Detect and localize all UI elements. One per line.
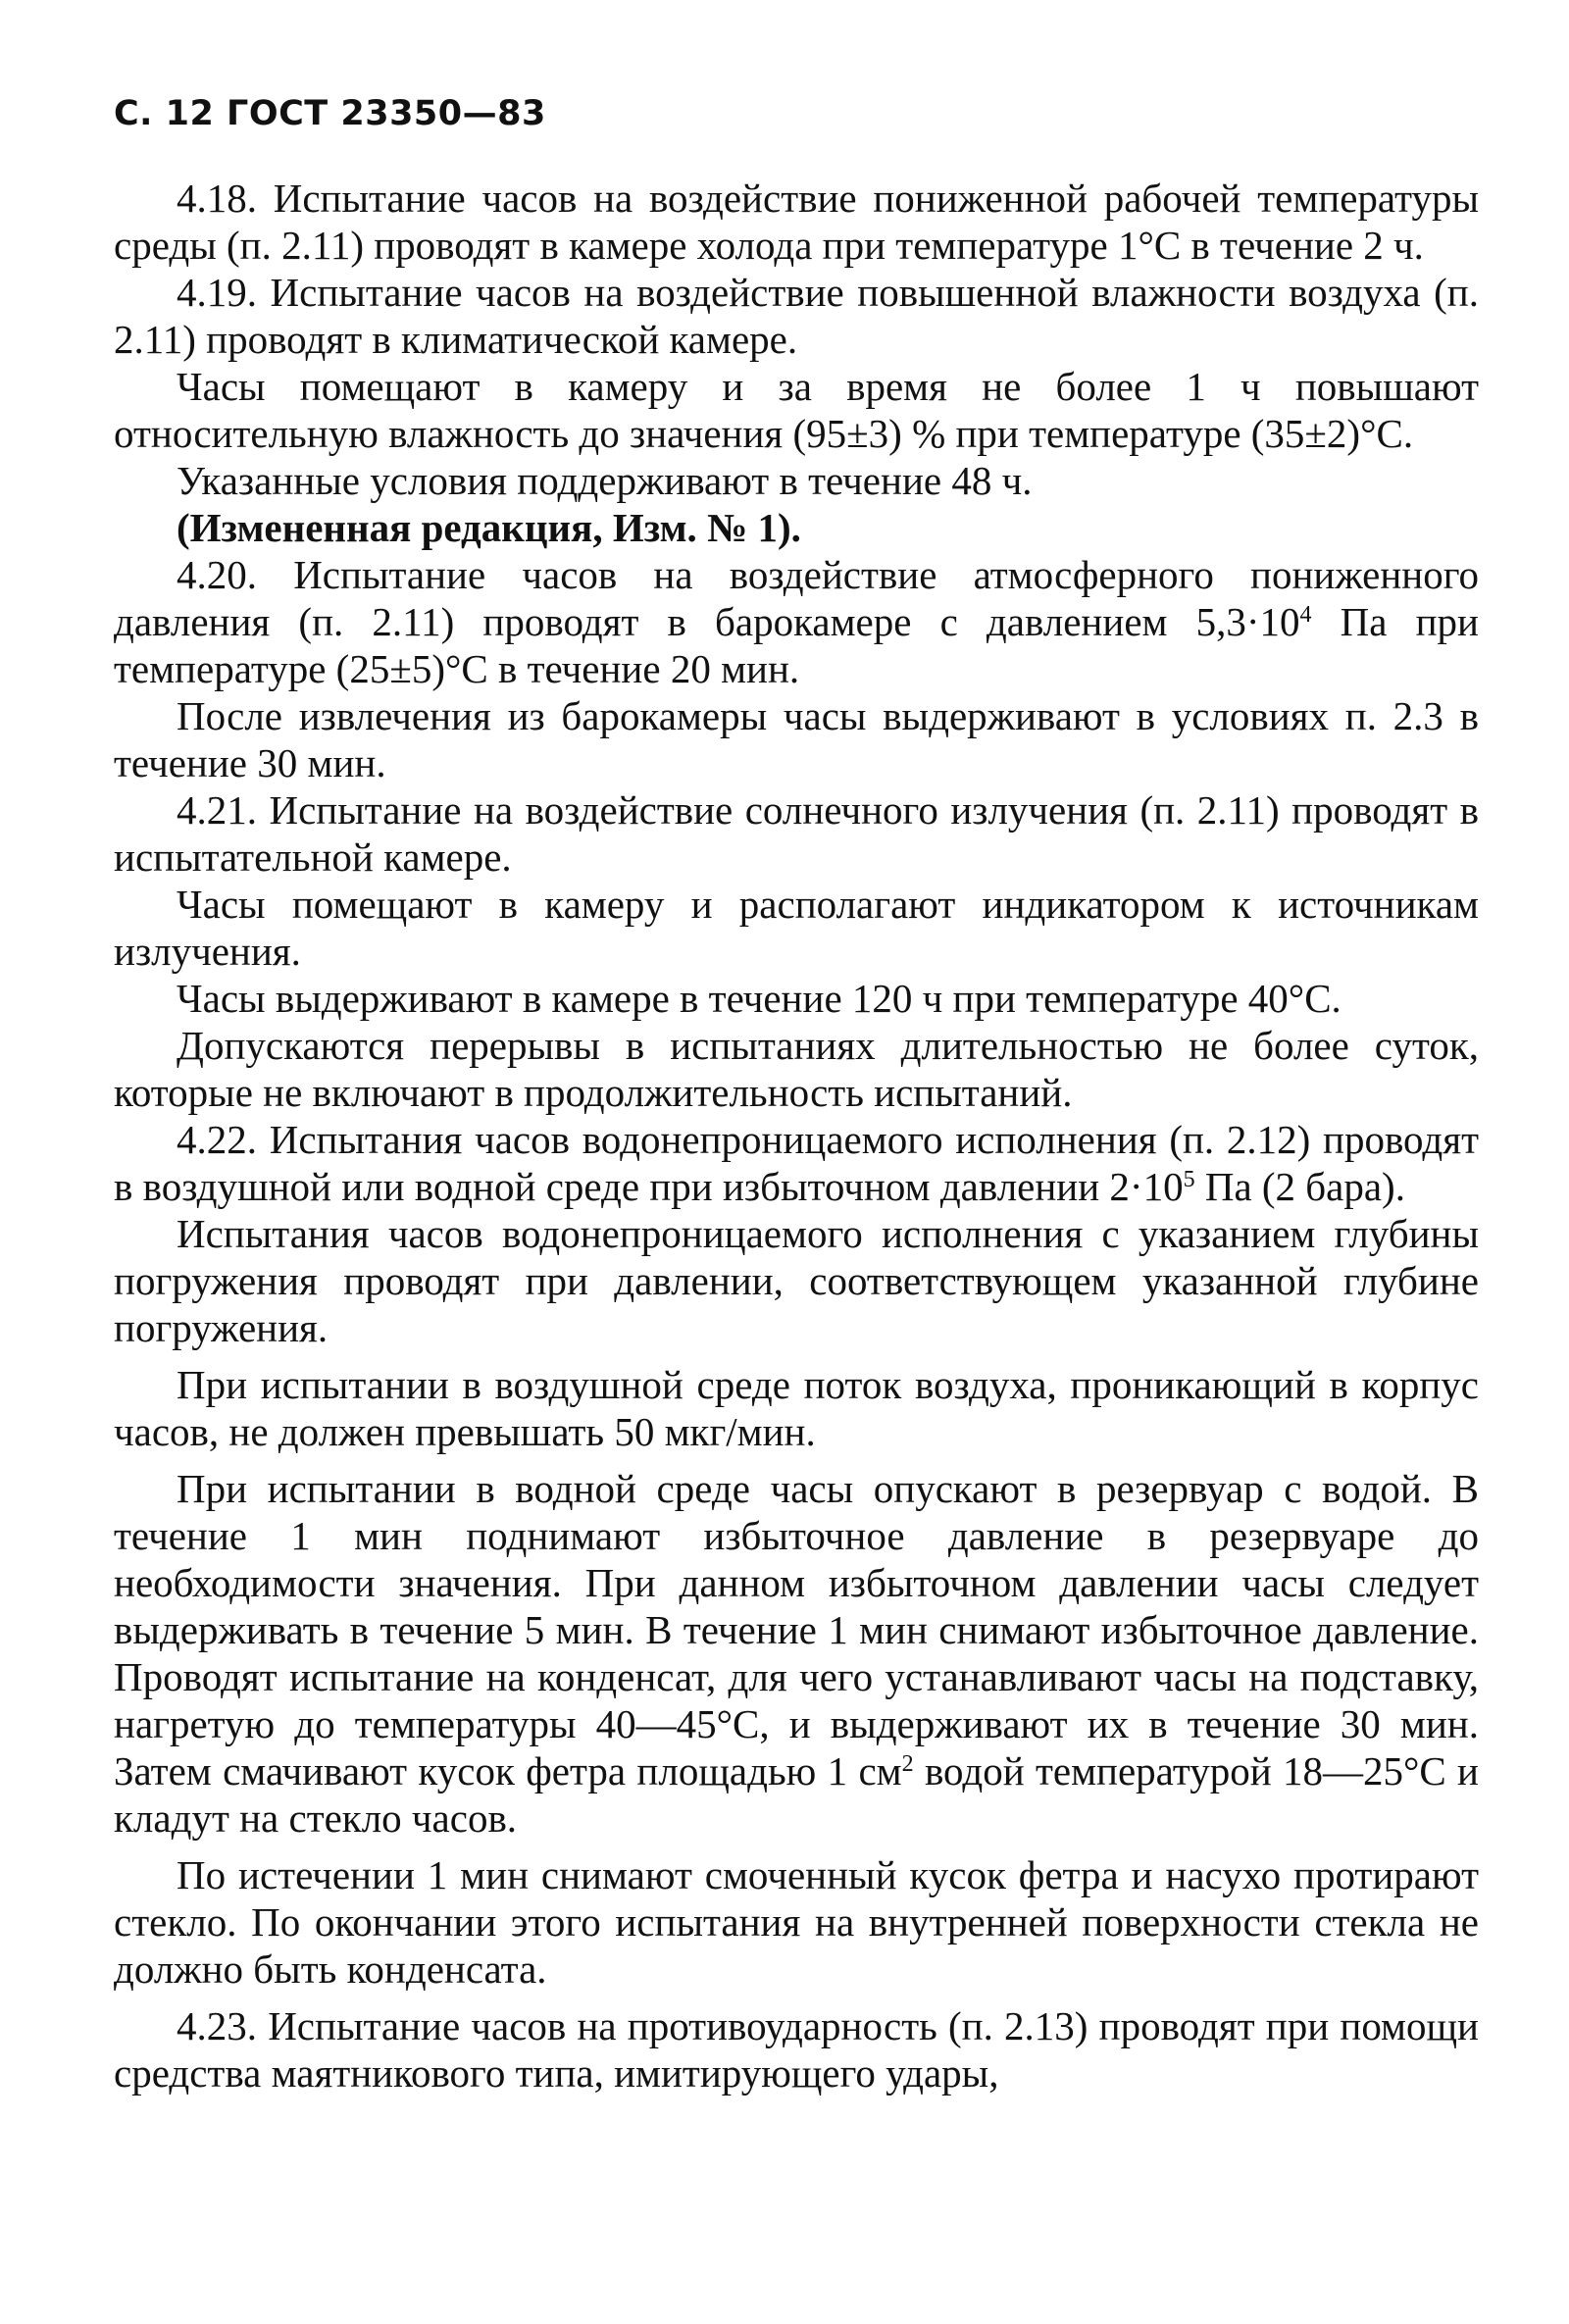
- paragraph-water-medium-tail: водой температурой 18—25°С и кладут на стекло часов.: [114, 1748, 1479, 1841]
- paragraph-breaks: Допускаются перерывы в испытаниях длительностью не более суток, которые не включают в продолжительность испытаний.: [114, 1023, 1479, 1115]
- body-text: [114, 175, 1479, 2097]
- paragraph-water-medium: [114, 1465, 1479, 1842]
- paragraph-4-21: 4.21. Испытание на воздействие солнечного излучения (п. 2.11) проводят в испытательной камере.: [114, 787, 1479, 880]
- paragraph-4-22-text: 4.22. Испытания часов водонепроницаемого исполнения (п. 2.12) проводят в воздушной или водной среде при избыточном давлении 2·10: [114, 1117, 1479, 1209]
- paragraph-4-22-tail: Па (2 бара).: [1194, 1164, 1405, 1209]
- paragraph-depth: Испытания часов водонепроницаемого исполнения с указанием глубины погружения проводят при давлении, соответствующем указанной глубине погружения.: [114, 1211, 1479, 1350]
- exponent: 5: [1183, 1167, 1195, 1192]
- paragraph-water-medium-text: При испытании в водной среде часы опускают в резервуар с водой. В течение 1 мин поднимают избыточное давление в резервуаре до необходимости значения. При данном избыточном давлении часы следует выдерживать в течение 5 мин. В течение 1 мин снимают избыточное давление. Проводят испытание на конденсат, для чего устанавливают часы на подставку, нагретую до температуры 40—45°С, и выдерживают их в течение 30 мин. Затем смачивают кусок фетра площадью 1 см: [114, 1466, 1479, 1794]
- paragraph-4-20-text: 4.20. Испытание часов на воздействие атмосферного пониженного давления (п. 2.11) проводят в барокамере с давлением 5,3·10: [114, 552, 1479, 644]
- paragraph-4-22: [114, 1116, 1479, 1210]
- amendment-note: (Измененная редакция, Изм. № 1).: [177, 505, 801, 550]
- exponent: 4: [1299, 602, 1312, 628]
- paragraph-4-20-tail: Па при температуре (25±5)°С в течение 20 мин.: [114, 599, 1479, 691]
- paragraph-air-medium: При испытании в воздушной среде поток воздуха, проникающий в корпус часов, не должен превышать 50 мкг/мин.: [114, 1362, 1479, 1454]
- paragraph-4-18: 4.18. Испытание часов на воздействие пониженной рабочей температуры среды (п. 2.11) проводят в камере холода при температуре 1°С в течение 2 ч.: [114, 176, 1479, 268]
- paragraph-indicator: Часы помещают в камеру и располагают индикатором к источникам излучения.: [114, 882, 1479, 974]
- running-header: С. 12 ГОСТ 23350—83: [114, 94, 546, 133]
- paragraph-4-23: 4.23. Испытание часов на противоударность (п. 2.13) проводят при помощи средства маятникового типа, имитирующего удары,: [114, 2003, 1479, 2096]
- paragraph-after-barochamber: После извлечения из барокамеры часы выдерживают в условиях п. 2.3 в течение 30 мин.: [114, 693, 1479, 785]
- paragraph-120h: Часы выдерживают в камере в течение 120 ч при температуре 40°С.: [177, 976, 1341, 1021]
- exponent: 2: [901, 1751, 914, 1777]
- paragraph-humidity-conditions: Часы помещают в камеру и за время не более 1 ч повышают относительную влажность до значения (95±3) % при температуре (35±2)°С.: [114, 364, 1479, 456]
- paragraph-4-20: [114, 551, 1479, 692]
- paragraph-condensate: По истечении 1 мин снимают смоченный кусок фетра и насухо протирают стекло. По окончании этого испытания на внутренней поверхности стекла не должно быть конденсата.: [114, 1852, 1479, 1992]
- paragraph-48h: Указанные условия поддерживают в течение 48 ч.: [177, 458, 1033, 503]
- paragraph-4-19: 4.19. Испытание часов на воздействие повышенной влажности воздуха (п. 2.11) проводят в климатической камере.: [114, 270, 1479, 362]
